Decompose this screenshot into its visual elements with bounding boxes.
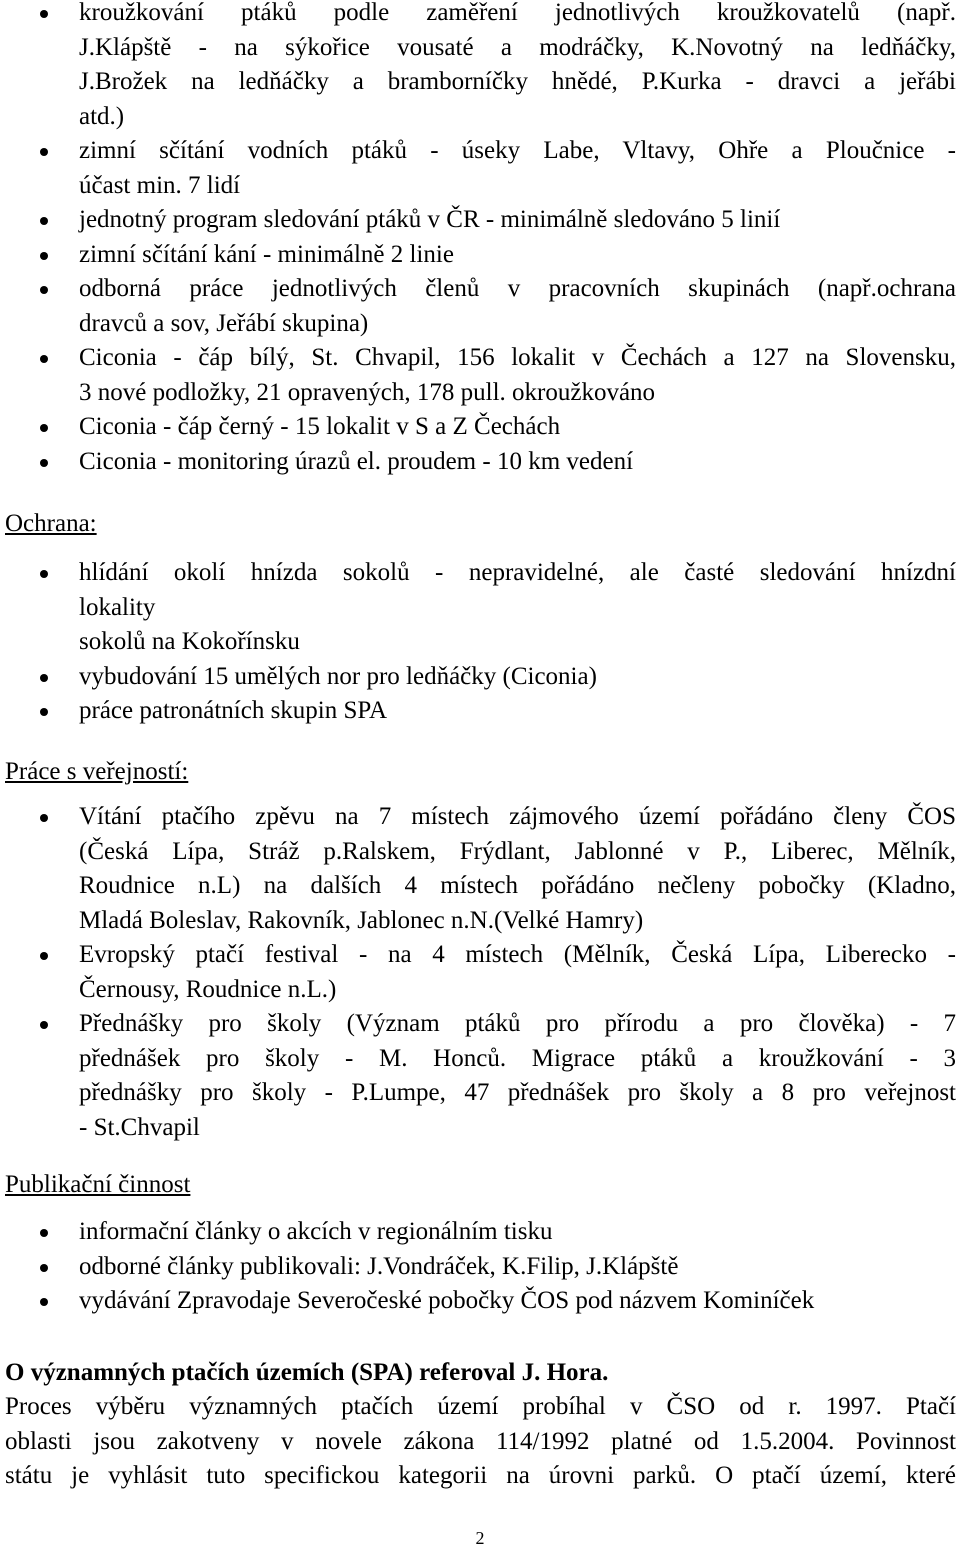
list-item-line: Ciconia - čáp bílý, St. Chvapil, 156 lokalit v Čechách a 127 na Slovensku, [79, 344, 956, 371]
ochrana-list [0, 556, 960, 729]
list-item-line: účast min. 7 lidí [79, 171, 241, 199]
list-item [0, 1007, 960, 1145]
list-item-line: vydávání Zpravodaje Severočeské pobočky ČOS pod názvem Kominíček [79, 1287, 815, 1314]
list-item-line: práce patronátních skupin SPA [79, 697, 388, 724]
list-item [0, 800, 960, 938]
list-item-line: dravců a sov, Jeřábí skupina) [79, 309, 369, 337]
list-item [0, 660, 960, 695]
list-item [0, 694, 960, 729]
list-item-line: Černousy, Roudnice n.L.) [79, 975, 337, 1003]
list-item [0, 238, 960, 273]
list-item-line: J.Brožek na ledňáčky a bramborníčky hnědé, P.Kurka - dravci a jeřábi [79, 68, 956, 95]
list-item [0, 938, 960, 1007]
list-item-line: - St.Chvapil [79, 1113, 200, 1141]
list-item [0, 1284, 960, 1319]
list-item-line: Evropský ptačí festival - na 4 místech (Mělník, Česká Lípa, Liberecko - [79, 941, 956, 968]
list-item-line: lokality [79, 593, 156, 621]
list-item-line: Přednášky pro školy (Význam ptáků pro přírodu a pro člověka) - 7 [79, 1010, 956, 1037]
section-heading-ochrana: Ochrana: [5, 510, 97, 537]
list-item [0, 410, 960, 445]
list-item-line: hlídání okolí hnízda sokolů - nepravidelné, ale časté sledování hnízdní [79, 559, 956, 586]
list-item-line: informační články o akcích v regionálním tisku [79, 1218, 553, 1245]
publikacni-list [0, 1215, 960, 1319]
verejnost-list [0, 800, 960, 1145]
list-item-line: zimní sčítání vodních ptáků - úseky Labe, Vltavy, Ohře a Ploučnice - [79, 137, 956, 164]
list-item-line: vybudování 15 umělých nor pro ledňáčky (Ciconia) [79, 662, 597, 690]
list-item [0, 203, 960, 238]
list-item [0, 272, 960, 341]
paragraph-line: státu je vyhlásit tuto specifickou kategorii na úrovni parků. O ptačí území, které [5, 1462, 956, 1489]
list-item-line: (Česká Lípa, Stráž p.Ralskem, Frýdlant, Jablonné v P., Liberec, Mělník, [79, 837, 956, 865]
paragraph-line: oblasti jsou zakotveny v novele zákona 114/1992 platné od 1.5.2004. Povinnost [5, 1427, 956, 1455]
list-item-line: sokolů na Kokořínsku [79, 628, 300, 655]
list-item [0, 341, 960, 410]
list-item-line: Roudnice n.L) na dalších 4 místech pořádáno nečleny pobočky (Kladno, [79, 872, 956, 899]
list-item-line: atd.) [79, 102, 125, 130]
list-item [0, 1215, 960, 1250]
list-item-line: přednášky pro školy - P.Lumpe, 47 přednášek pro školy a 8 pro veřejnost [79, 1079, 956, 1106]
list-item [0, 134, 960, 203]
list-item-line: 3 nové podložky, 21 opravených, 178 pull. okroužkováno [79, 378, 656, 406]
list-item-line: J.Klápště - na sýkořice vousaté a modráčky, K.Novotný na ledňáčky, [79, 33, 956, 61]
list-item-line: Ciconia - monitoring úrazů el. proudem - 10 km vedení [79, 447, 634, 475]
paragraph-line: Proces výběru významných ptačích území probíhal v ČSO od r. 1997. Ptačí [5, 1393, 956, 1420]
list-item-line: přednášek pro školy - M. Honců. Migrace ptáků a kroužkování - 3 [79, 1044, 956, 1072]
list-item [0, 556, 960, 660]
list-item [0, 445, 960, 480]
list-item [0, 1250, 960, 1285]
spa-heading: O významných ptačích územích (SPA) referoval J. Hora. [5, 1359, 609, 1386]
list-item [0, 0, 960, 134]
list-item-line: jednotný program sledování ptáků v ČR - minimálně sledováno 5 linií [79, 206, 781, 233]
section-heading-publikacni: Publikační činnost [5, 1171, 191, 1198]
section-heading-verejnost: Práce s veřejností: [5, 758, 189, 785]
list-item-line: zimní sčítání kání - minimálně 2 linie [79, 240, 454, 268]
monitoring-list [0, 0, 960, 479]
list-item-line: odborné články publikovali: J.Vondráček, K.Filip, J.Klápště [79, 1252, 679, 1280]
list-item-line: Mladá Boleslav, Rakovník, Jablonec n.N.(Velké Hamry) [79, 906, 644, 934]
page-number: 2 [475, 1528, 485, 1548]
list-item-line: kroužkování ptáků podle zaměření jednotlivých kroužkovatelů (např. [79, 0, 956, 26]
spa-paragraph [5, 1390, 956, 1494]
list-item-line: Vítání ptačího zpěvu na 7 místech zájmového území pořádáno členy ČOS [79, 803, 956, 830]
list-item-line: odborná práce jednotlivých členů v pracovních skupinách (např.ochrana [79, 275, 956, 302]
list-item-line: Ciconia - čáp černý - 15 lokalit v S a Z Čechách [79, 413, 561, 440]
